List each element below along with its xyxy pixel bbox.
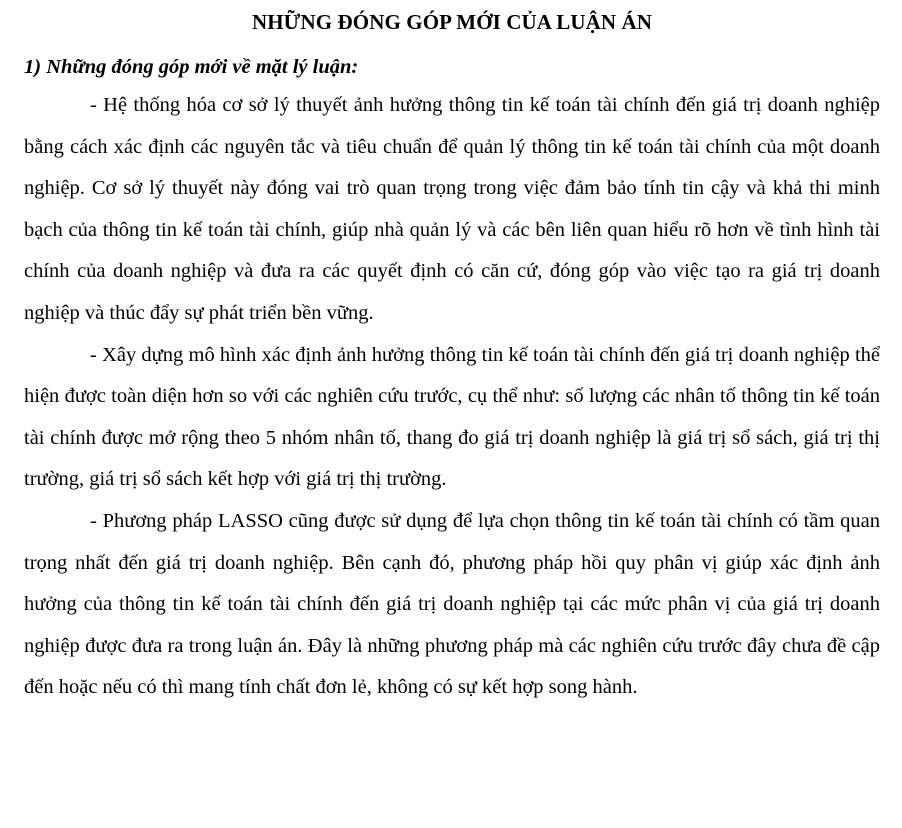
paragraph-model-building: - Xây dựng mô hình xác định ảnh hưởng thông tin kế toán tài chính đến giá trị doanh nghiệp thể hiện được toàn diện hơn so với các nghiên cứu trước, cụ thể như: số lượng các nhân tố thông tin kế toán tài chính được mở rộng theo 5 nhóm nhân tố, thang đo giá trị doanh nghiệp là giá trị sổ sách, giá trị thị trường, giá trị sổ sách kết hợp với giá trị thị trường. xyxy=(24,343,880,491)
document-title: NHỮNG ĐÓNG GÓP MỚI CỦA LUẬN ÁN xyxy=(251,10,653,34)
paragraph-theory-systematization: - Hệ thống hóa cơ sở lý thuyết ảnh hưởng thông tin kế toán tài chính đến giá trị doanh nghiệp bằng cách xác định các nguyên tắc và tiêu chuẩn để quản lý thông tin kế toán tài chính của một doanh nghiệp. Cơ sở lý thuyết này đóng vai trò quan trọng trong việc đảm bảo tính tin cậy và khả thi minh bạch của thông tin kế toán tài chính, giúp nhà quản lý và các bên liên quan hiểu rõ hơn về tình hình tài chính của doanh nghiệp và đưa ra các quyết định có căn cứ, đóng góp vào việc tạo ra giá trị doanh nghiệp và thúc đẩy sự phát triển bền vững. xyxy=(24,94,880,324)
section-heading: 1) Những đóng góp mới về mặt lý luận: xyxy=(24,56,359,78)
paragraph-lasso-method: - Phương pháp LASSO cũng được sử dụng để lựa chọn thông tin kế toán tài chính có tầm quan trọng nhất đến giá trị doanh nghiệp. Bên cạnh đó, phương pháp hồi quy phân vị giúp xác định ảnh hưởng của thông tin kế toán tài chính đến giá trị doanh nghiệp tại các mức phân vị của giá trị doanh nghiệp được đưa ra trong luận án. Đây là những phương pháp mà các nghiên cứu trước đây chưa đề cập đến hoặc nếu có thì mang tính chất đơn lẻ, không có sự kết hợp song hành. xyxy=(24,509,880,699)
